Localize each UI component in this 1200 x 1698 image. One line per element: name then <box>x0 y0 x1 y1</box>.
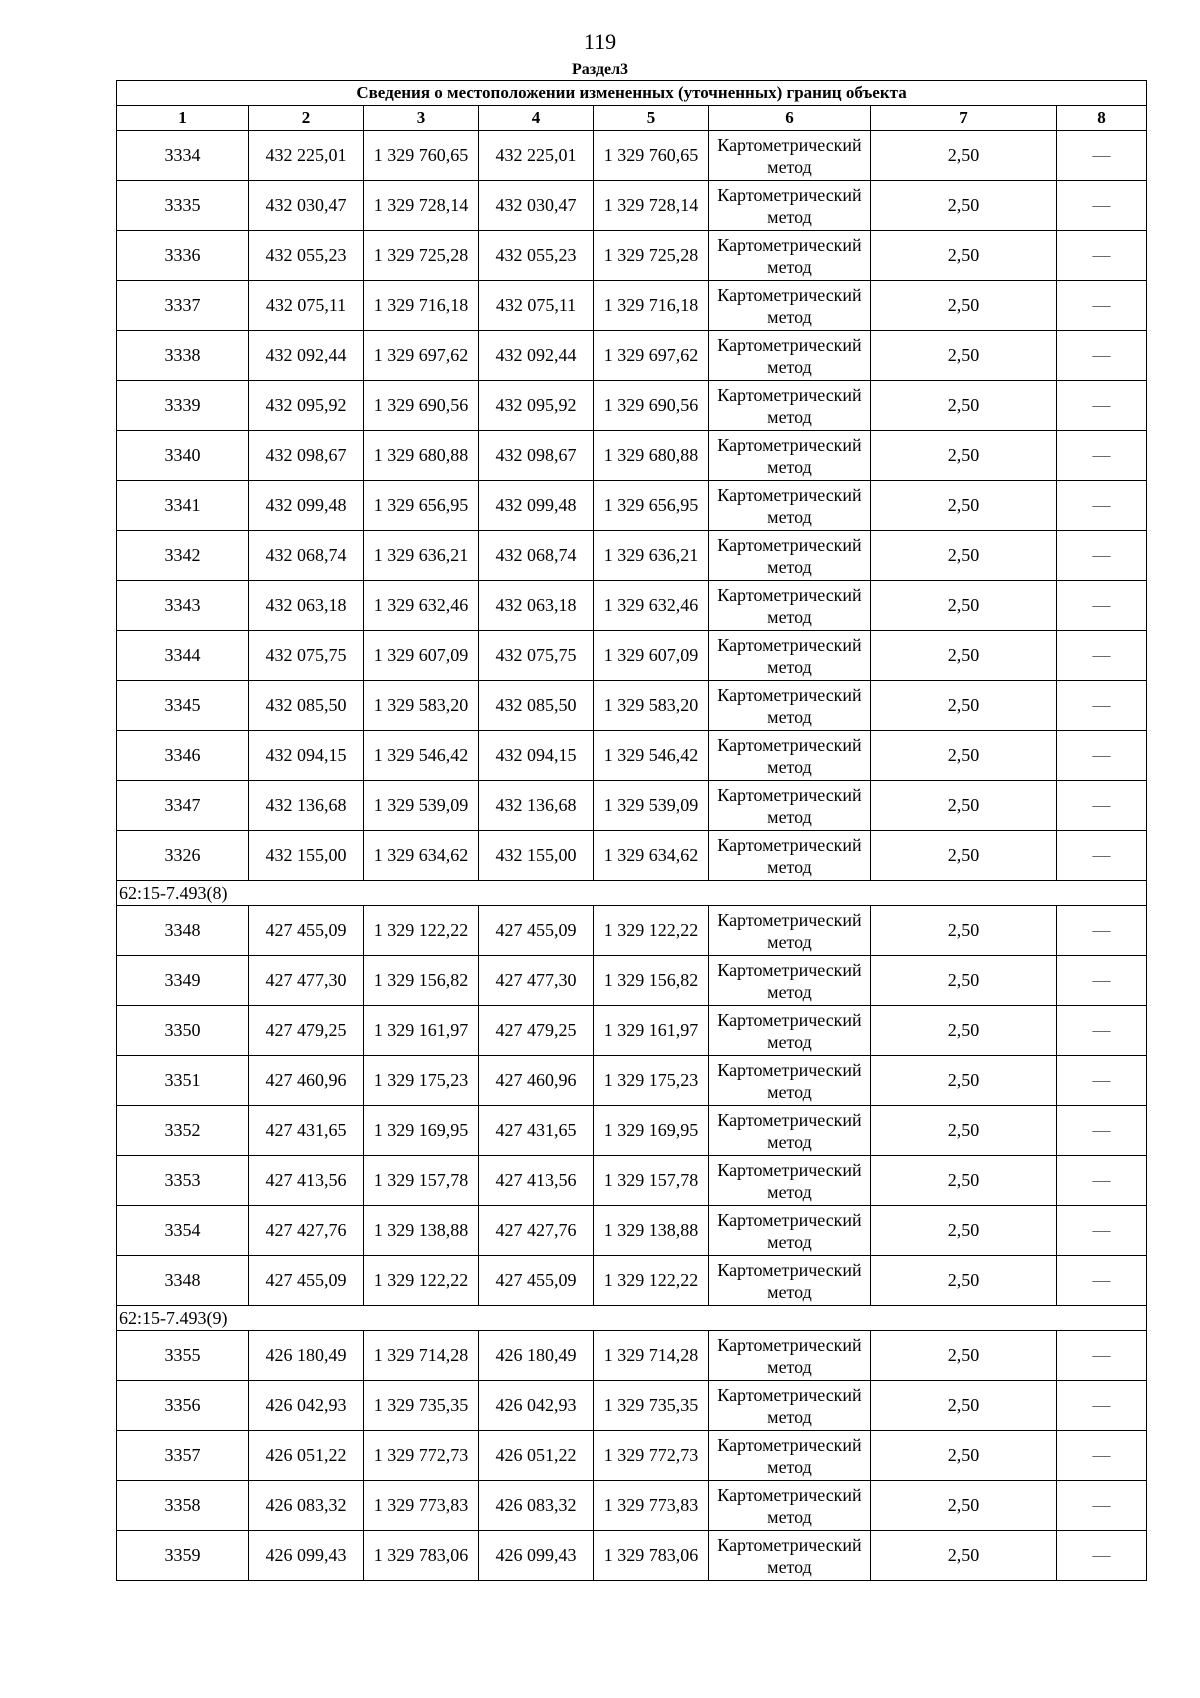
y-refined-cell: 1 329 583,20 <box>594 681 709 731</box>
table-row <box>117 781 1147 831</box>
y-existing-cell: 1 329 783,06 <box>364 1531 479 1581</box>
method-cell: Картометрический метод <box>709 381 871 431</box>
point-number-cell: 3335 <box>117 181 249 231</box>
x-refined-cell: 432 063,18 <box>479 581 594 631</box>
y-refined-cell: 1 329 122,22 <box>594 906 709 956</box>
y-refined-cell: 1 329 656,95 <box>594 481 709 531</box>
note-cell: — <box>1057 1331 1147 1381</box>
table-row <box>117 1056 1147 1106</box>
group-header-row <box>117 881 1147 906</box>
x-refined-cell: 432 085,50 <box>479 681 594 731</box>
x-refined-cell: 427 427,76 <box>479 1206 594 1256</box>
note-cell: — <box>1057 731 1147 781</box>
table-row <box>117 1531 1147 1581</box>
x-refined-cell: 426 099,43 <box>479 1531 594 1581</box>
x-existing-cell: 427 477,30 <box>249 956 364 1006</box>
x-refined-cell: 432 075,75 <box>479 631 594 681</box>
note-cell: — <box>1057 681 1147 731</box>
note-cell: — <box>1057 531 1147 581</box>
method-cell: Картометрический метод <box>709 631 871 681</box>
x-existing-cell: 427 431,65 <box>249 1106 364 1156</box>
column-number: 5 <box>594 106 709 131</box>
point-number-cell: 3356 <box>117 1381 249 1431</box>
y-existing-cell: 1 329 680,88 <box>364 431 479 481</box>
y-refined-cell: 1 329 773,83 <box>594 1481 709 1531</box>
y-existing-cell: 1 329 634,62 <box>364 831 479 881</box>
section-title: Раздел3 <box>571 61 629 78</box>
x-refined-cell: 426 083,32 <box>479 1481 594 1531</box>
accuracy-cell: 2,50 <box>871 831 1057 881</box>
table-row <box>117 1431 1147 1481</box>
x-refined-cell: 426 042,93 <box>479 1381 594 1431</box>
y-refined-cell: 1 329 546,42 <box>594 731 709 781</box>
x-refined-cell: 432 030,47 <box>479 181 594 231</box>
method-cell: Картометрический метод <box>709 1381 871 1431</box>
x-existing-cell: 432 075,75 <box>249 631 364 681</box>
x-refined-cell: 427 431,65 <box>479 1106 594 1156</box>
method-cell: Картометрический метод <box>709 231 871 281</box>
group-label: 62:15-7.493(8) <box>117 881 1147 906</box>
table-row <box>117 231 1147 281</box>
y-refined-cell: 1 329 169,95 <box>594 1106 709 1156</box>
y-existing-cell: 1 329 122,22 <box>364 1256 479 1306</box>
point-number-cell: 3336 <box>117 231 249 281</box>
note-cell: — <box>1057 631 1147 681</box>
table-row <box>117 381 1147 431</box>
table-row <box>117 731 1147 781</box>
x-refined-cell: 432 099,48 <box>479 481 594 531</box>
y-refined-cell: 1 329 716,18 <box>594 281 709 331</box>
table-row <box>117 956 1147 1006</box>
note-cell: — <box>1057 331 1147 381</box>
x-refined-cell: 432 094,15 <box>479 731 594 781</box>
table-row <box>117 1481 1147 1531</box>
y-refined-cell: 1 329 175,23 <box>594 1056 709 1106</box>
point-number-cell: 3349 <box>117 956 249 1006</box>
x-refined-cell: 426 051,22 <box>479 1431 594 1481</box>
x-existing-cell: 432 098,67 <box>249 431 364 481</box>
table-row <box>117 831 1147 881</box>
method-cell: Картометрический метод <box>709 281 871 331</box>
column-number: 2 <box>249 106 364 131</box>
x-existing-cell: 432 095,92 <box>249 381 364 431</box>
note-cell: — <box>1057 1156 1147 1206</box>
x-refined-cell: 432 225,01 <box>479 131 594 181</box>
table-body <box>117 81 1147 1581</box>
y-refined-cell: 1 329 680,88 <box>594 431 709 481</box>
group-label: 62:15-7.493(9) <box>117 1306 1147 1331</box>
method-cell: Картометрический метод <box>709 1256 871 1306</box>
accuracy-cell: 2,50 <box>871 1106 1057 1156</box>
y-refined-cell: 1 329 161,97 <box>594 1006 709 1056</box>
accuracy-cell: 2,50 <box>871 1481 1057 1531</box>
note-cell: — <box>1057 131 1147 181</box>
point-number-cell: 3354 <box>117 1206 249 1256</box>
point-number-cell: 3334 <box>117 131 249 181</box>
y-refined-cell: 1 329 607,09 <box>594 631 709 681</box>
x-refined-cell: 432 136,68 <box>479 781 594 831</box>
x-existing-cell: 427 455,09 <box>249 906 364 956</box>
note-cell: — <box>1057 1256 1147 1306</box>
x-existing-cell: 432 092,44 <box>249 331 364 381</box>
table-row <box>117 681 1147 731</box>
x-existing-cell: 426 042,93 <box>249 1381 364 1431</box>
column-number-row <box>117 106 1147 131</box>
method-cell: Картометрический метод <box>709 731 871 781</box>
method-cell: Картометрический метод <box>709 1106 871 1156</box>
accuracy-cell: 2,50 <box>871 631 1057 681</box>
point-number-cell: 3357 <box>117 1431 249 1481</box>
accuracy-cell: 2,50 <box>871 781 1057 831</box>
note-cell: — <box>1057 1481 1147 1531</box>
point-number-cell: 3346 <box>117 731 249 781</box>
accuracy-cell: 2,50 <box>871 1056 1057 1106</box>
table-row <box>117 631 1147 681</box>
y-refined-cell: 1 329 697,62 <box>594 331 709 381</box>
y-existing-cell: 1 329 161,97 <box>364 1006 479 1056</box>
y-existing-cell: 1 329 716,18 <box>364 281 479 331</box>
y-existing-cell: 1 329 156,82 <box>364 956 479 1006</box>
column-number: 4 <box>479 106 594 131</box>
point-number-cell: 3340 <box>117 431 249 481</box>
point-number-cell: 3326 <box>117 831 249 881</box>
note-cell: — <box>1057 481 1147 531</box>
x-existing-cell: 427 460,96 <box>249 1056 364 1106</box>
y-existing-cell: 1 329 728,14 <box>364 181 479 231</box>
table-caption-row <box>117 81 1147 106</box>
group-header-row <box>117 1306 1147 1331</box>
y-existing-cell: 1 329 632,46 <box>364 581 479 631</box>
note-cell: — <box>1057 906 1147 956</box>
accuracy-cell: 2,50 <box>871 1156 1057 1206</box>
x-existing-cell: 427 427,76 <box>249 1206 364 1256</box>
method-cell: Картометрический метод <box>709 831 871 881</box>
point-number-cell: 3341 <box>117 481 249 531</box>
y-refined-cell: 1 329 156,82 <box>594 956 709 1006</box>
table-row <box>117 181 1147 231</box>
table-row <box>117 1381 1147 1431</box>
table-row <box>117 1006 1147 1056</box>
y-existing-cell: 1 329 583,20 <box>364 681 479 731</box>
y-refined-cell: 1 329 138,88 <box>594 1206 709 1256</box>
method-cell: Картометрический метод <box>709 1056 871 1106</box>
note-cell: — <box>1057 581 1147 631</box>
method-cell: Картометрический метод <box>709 781 871 831</box>
note-cell: — <box>1057 1381 1147 1431</box>
method-cell: Картометрический метод <box>709 181 871 231</box>
y-refined-cell: 1 329 783,06 <box>594 1531 709 1581</box>
y-existing-cell: 1 329 636,21 <box>364 531 479 581</box>
table-row <box>117 131 1147 181</box>
table-row <box>117 531 1147 581</box>
x-refined-cell: 432 155,00 <box>479 831 594 881</box>
table-row <box>117 906 1147 956</box>
method-cell: Картометрический метод <box>709 1531 871 1581</box>
method-cell: Картометрический метод <box>709 1481 871 1531</box>
y-existing-cell: 1 329 690,56 <box>364 381 479 431</box>
method-cell: Картометрический метод <box>709 431 871 481</box>
accuracy-cell: 2,50 <box>871 331 1057 381</box>
note-cell: — <box>1057 1056 1147 1106</box>
y-refined-cell: 1 329 539,09 <box>594 781 709 831</box>
point-number-cell: 3355 <box>117 1331 249 1381</box>
y-existing-cell: 1 329 122,22 <box>364 906 479 956</box>
x-existing-cell: 426 051,22 <box>249 1431 364 1481</box>
point-number-cell: 3352 <box>117 1106 249 1156</box>
note-cell: — <box>1057 231 1147 281</box>
x-refined-cell: 427 460,96 <box>479 1056 594 1106</box>
x-refined-cell: 427 477,30 <box>479 956 594 1006</box>
note-cell: — <box>1057 956 1147 1006</box>
accuracy-cell: 2,50 <box>871 956 1057 1006</box>
table-caption: Сведения о местоположении измененных (уточненных) границ объекта <box>117 81 1147 106</box>
column-number: 1 <box>117 106 249 131</box>
point-number-cell: 3348 <box>117 1256 249 1306</box>
note-cell: — <box>1057 1206 1147 1256</box>
table-row <box>117 481 1147 531</box>
accuracy-cell: 2,50 <box>871 906 1057 956</box>
x-refined-cell: 426 180,49 <box>479 1331 594 1381</box>
y-refined-cell: 1 329 634,62 <box>594 831 709 881</box>
y-existing-cell: 1 329 157,78 <box>364 1156 479 1206</box>
x-existing-cell: 432 155,00 <box>249 831 364 881</box>
x-existing-cell: 426 099,43 <box>249 1531 364 1581</box>
x-existing-cell: 427 455,09 <box>249 1256 364 1306</box>
x-existing-cell: 426 083,32 <box>249 1481 364 1531</box>
point-number-cell: 3345 <box>117 681 249 731</box>
accuracy-cell: 2,50 <box>871 1381 1057 1431</box>
accuracy-cell: 2,50 <box>871 731 1057 781</box>
note-cell: — <box>1057 281 1147 331</box>
x-existing-cell: 427 479,25 <box>249 1006 364 1056</box>
method-cell: Картометрический метод <box>709 956 871 1006</box>
x-refined-cell: 432 098,67 <box>479 431 594 481</box>
point-number-cell: 3338 <box>117 331 249 381</box>
x-existing-cell: 432 068,74 <box>249 531 364 581</box>
y-existing-cell: 1 329 546,42 <box>364 731 479 781</box>
method-cell: Картометрический метод <box>709 531 871 581</box>
x-refined-cell: 432 095,92 <box>479 381 594 431</box>
y-existing-cell: 1 329 175,23 <box>364 1056 479 1106</box>
method-cell: Картометрический метод <box>709 1206 871 1256</box>
accuracy-cell: 2,50 <box>871 1531 1057 1581</box>
method-cell: Картометрический метод <box>709 331 871 381</box>
point-number-cell: 3350 <box>117 1006 249 1056</box>
x-existing-cell: 432 055,23 <box>249 231 364 281</box>
y-existing-cell: 1 329 138,88 <box>364 1206 479 1256</box>
x-existing-cell: 427 413,56 <box>249 1156 364 1206</box>
x-existing-cell: 432 030,47 <box>249 181 364 231</box>
accuracy-cell: 2,50 <box>871 1431 1057 1481</box>
accuracy-cell: 2,50 <box>871 581 1057 631</box>
method-cell: Картометрический метод <box>709 1156 871 1206</box>
y-refined-cell: 1 329 157,78 <box>594 1156 709 1206</box>
y-existing-cell: 1 329 735,35 <box>364 1381 479 1431</box>
note-cell: — <box>1057 781 1147 831</box>
method-cell: Картометрический метод <box>709 1006 871 1056</box>
accuracy-cell: 2,50 <box>871 281 1057 331</box>
point-number-cell: 3359 <box>117 1531 249 1581</box>
table-row <box>117 1156 1147 1206</box>
method-cell: Картометрический метод <box>709 681 871 731</box>
y-refined-cell: 1 329 122,22 <box>594 1256 709 1306</box>
column-number: 3 <box>364 106 479 131</box>
x-existing-cell: 432 225,01 <box>249 131 364 181</box>
x-refined-cell: 427 455,09 <box>479 1256 594 1306</box>
x-refined-cell: 427 413,56 <box>479 1156 594 1206</box>
x-refined-cell: 432 055,23 <box>479 231 594 281</box>
point-number-cell: 3351 <box>117 1056 249 1106</box>
method-cell: Картометрический метод <box>709 1331 871 1381</box>
x-refined-cell: 432 092,44 <box>479 331 594 381</box>
accuracy-cell: 2,50 <box>871 1331 1057 1381</box>
note-cell: — <box>1057 381 1147 431</box>
x-existing-cell: 432 075,11 <box>249 281 364 331</box>
y-existing-cell: 1 329 607,09 <box>364 631 479 681</box>
y-refined-cell: 1 329 636,21 <box>594 531 709 581</box>
y-refined-cell: 1 329 714,28 <box>594 1331 709 1381</box>
accuracy-cell: 2,50 <box>871 1256 1057 1306</box>
x-existing-cell: 432 063,18 <box>249 581 364 631</box>
note-cell: — <box>1057 1006 1147 1056</box>
y-refined-cell: 1 329 760,65 <box>594 131 709 181</box>
y-existing-cell: 1 329 539,09 <box>364 781 479 831</box>
table-row <box>117 331 1147 381</box>
accuracy-cell: 2,50 <box>871 431 1057 481</box>
point-number-cell: 3353 <box>117 1156 249 1206</box>
accuracy-cell: 2,50 <box>871 181 1057 231</box>
y-existing-cell: 1 329 725,28 <box>364 231 479 281</box>
accuracy-cell: 2,50 <box>871 1006 1057 1056</box>
column-number: 8 <box>1057 106 1147 131</box>
accuracy-cell: 2,50 <box>871 1206 1057 1256</box>
y-existing-cell: 1 329 656,95 <box>364 481 479 531</box>
table-row <box>117 431 1147 481</box>
x-existing-cell: 426 180,49 <box>249 1331 364 1381</box>
page-number: 119 <box>583 29 617 54</box>
column-number: 7 <box>871 106 1057 131</box>
y-existing-cell: 1 329 714,28 <box>364 1331 479 1381</box>
point-number-cell: 3344 <box>117 631 249 681</box>
y-existing-cell: 1 329 697,62 <box>364 331 479 381</box>
note-cell: — <box>1057 431 1147 481</box>
accuracy-cell: 2,50 <box>871 681 1057 731</box>
accuracy-cell: 2,50 <box>871 131 1057 181</box>
point-number-cell: 3342 <box>117 531 249 581</box>
table-row <box>117 581 1147 631</box>
y-refined-cell: 1 329 632,46 <box>594 581 709 631</box>
x-existing-cell: 432 094,15 <box>249 731 364 781</box>
y-existing-cell: 1 329 169,95 <box>364 1106 479 1156</box>
y-refined-cell: 1 329 728,14 <box>594 181 709 231</box>
x-existing-cell: 432 136,68 <box>249 781 364 831</box>
note-cell: — <box>1057 1106 1147 1156</box>
point-number-cell: 3347 <box>117 781 249 831</box>
method-cell: Картометрический метод <box>709 1431 871 1481</box>
method-cell: Картометрический метод <box>709 906 871 956</box>
table-row <box>117 1106 1147 1156</box>
note-cell: — <box>1057 1431 1147 1481</box>
method-cell: Картометрический метод <box>709 481 871 531</box>
y-existing-cell: 1 329 772,73 <box>364 1431 479 1481</box>
x-refined-cell: 427 455,09 <box>479 906 594 956</box>
x-refined-cell: 432 075,11 <box>479 281 594 331</box>
boundary-coordinates-table <box>116 80 1147 1581</box>
x-existing-cell: 432 099,48 <box>249 481 364 531</box>
x-refined-cell: 432 068,74 <box>479 531 594 581</box>
y-existing-cell: 1 329 773,83 <box>364 1481 479 1531</box>
note-cell: — <box>1057 1531 1147 1581</box>
point-number-cell: 3348 <box>117 906 249 956</box>
y-refined-cell: 1 329 772,73 <box>594 1431 709 1481</box>
method-cell: Картометрический метод <box>709 581 871 631</box>
accuracy-cell: 2,50 <box>871 231 1057 281</box>
x-refined-cell: 427 479,25 <box>479 1006 594 1056</box>
table-row <box>117 1206 1147 1256</box>
y-refined-cell: 1 329 725,28 <box>594 231 709 281</box>
x-existing-cell: 432 085,50 <box>249 681 364 731</box>
point-number-cell: 3343 <box>117 581 249 631</box>
note-cell: — <box>1057 831 1147 881</box>
accuracy-cell: 2,50 <box>871 481 1057 531</box>
point-number-cell: 3339 <box>117 381 249 431</box>
table-row <box>117 1256 1147 1306</box>
accuracy-cell: 2,50 <box>871 381 1057 431</box>
y-refined-cell: 1 329 690,56 <box>594 381 709 431</box>
table-row <box>117 281 1147 331</box>
y-existing-cell: 1 329 760,65 <box>364 131 479 181</box>
note-cell: — <box>1057 181 1147 231</box>
point-number-cell: 3358 <box>117 1481 249 1531</box>
table-row <box>117 1331 1147 1381</box>
accuracy-cell: 2,50 <box>871 531 1057 581</box>
y-refined-cell: 1 329 735,35 <box>594 1381 709 1431</box>
column-number: 6 <box>709 106 871 131</box>
point-number-cell: 3337 <box>117 281 249 331</box>
method-cell: Картометрический метод <box>709 131 871 181</box>
